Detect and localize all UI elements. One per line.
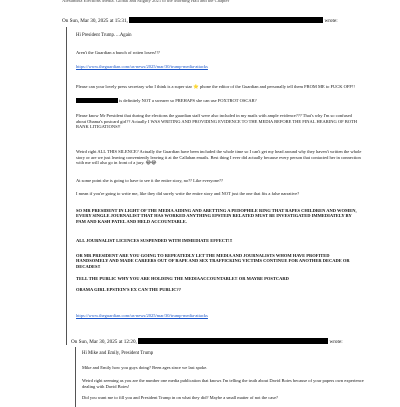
greeting-1: Hi President Trump….Again bbox=[76, 33, 132, 38]
link-guardian-2[interactable]: https://www.theguardian.com/us-news/2025/mar/30/trump-media-attacks bbox=[76, 313, 208, 318]
message-1-wrote: wrote: bbox=[324, 18, 338, 24]
message-2-paragraph-3: Did you want me to fill you and President Trump in on what they did? Maybe a small matter of not the case? bbox=[82, 395, 278, 400]
quote-bar-2 bbox=[75, 347, 76, 407]
bold-paragraph-3: OR MR PRESIDENT ARE YOU GOING TO REPEATEDLY LET THE MEDIA AND JOURNALISTS WHOM HAVE PROFITED HANDSOMELY AND MADE CAREERS OUT OF RAPE AND SEX TRAFFICKING VICTIMS CONTINUE FOR ANOTHER DECADE OR DECADES!! bbox=[76, 253, 350, 269]
message-1-date: On Sun, Mar 30, 2025 at 15:31, bbox=[62, 18, 128, 24]
greeting-2: Hi Mike and Emily, President Trump bbox=[82, 351, 154, 356]
link-guardian-1[interactable]: https://www.theguardian.com/us-news/2025/mar/30/trump-media-attacks bbox=[76, 64, 208, 69]
message-2-wrote: wrote: bbox=[329, 339, 343, 345]
laughing-emoji-icon: 😂😂 bbox=[145, 161, 157, 167]
bold-paragraph-1: SO MR PRESIDENT IN LIGHT OF THE MEDIA AIDING AND ABETTING A PEDOPHILE RING THAT RAPES CHILDREN AND WOMEN, EVERY SINGLE JOURNALIST THAT HAS WORKED ANYTHING EPSTEIN RELATED MUST BE INVESTIGATED IMMEDIATELY BY PAM AND KASH PATEL AND HELD ACCOUNTABLE. bbox=[76, 208, 357, 224]
message-1-header bbox=[62, 17, 358, 25]
paragraph-6: At some point she is going to have to see it the entire story, no?? Like everyone?? bbox=[76, 178, 224, 183]
message-2-header bbox=[71, 338, 361, 346]
message-2-paragraph-1: Mike and Emily how you guys doing? Been ages since we last spoke. bbox=[82, 365, 208, 370]
paragraph-3: is definitely NOT a swearer so PREHAPS she can use FOXTROT OSCAR? bbox=[76, 98, 362, 104]
message-2-date: On Sun, Mar 30, 2025 at 12:20, bbox=[71, 339, 137, 345]
bold-paragraph-2: ALL JOURNALIST LICENCES SUSPENDED WITH IMMEDIATE EFFECT!!! bbox=[76, 238, 233, 243]
quote-bar-1 bbox=[66, 27, 67, 345]
paragraph-7: I mean if you're going to write me, like they did surely write the entire story and NOT just the one that fits a false narrative? bbox=[76, 191, 300, 196]
star-icon: ⭐ bbox=[193, 85, 199, 90]
redacted-sender bbox=[129, 17, 323, 23]
paragraph-1: Aren't the Guardian a bunch of rotten losers!!? bbox=[76, 50, 160, 55]
paragraph-2: Please can your lovely press secretary who I think is a super star ⭐ phone the editor of the Guardian and personally tell them FROM ME to FUCK OFF!! bbox=[76, 84, 355, 90]
redacted-name bbox=[76, 98, 118, 103]
message-2-paragraph-2: Weird right seeming as you are the number one media publication that knows I'm telling the truth about David Boies because of your papers own experience dealing with David Boies! bbox=[82, 378, 364, 389]
header-line: Alexandria Elections Media. Global and Mighty 2021 to the Morning Hall and the Chapter bbox=[62, 0, 230, 3]
bold-paragraph-4b: OBAMA GIRL EPSTEIN'S EX CAN THE PUBLIC?? bbox=[76, 287, 181, 292]
paragraph-5: Weird right ALL THIS SILENCE? Actually the Guardian have been included the whole time so I can't get my head around why they haven't written the whole story or are we just leaving conveniently leaving it at the Callahan emails. Best thing I ever did actually because every person that contacted her in connection with me will also go in front of a jury. 😂😂 bbox=[76, 149, 362, 167]
bold-paragraph-4a: TELL THE PUBLIC WHY YOU ARE HOLDING THE MEDIAACCOUNTABLE!! OR MAYBE POSTCARD bbox=[76, 276, 289, 281]
redacted-sender-2 bbox=[138, 338, 328, 344]
paragraph-4: Please know Mr President that during the elections the guardian staff were also included in my mails with ample evidence??? That's why I'm so confused about Obama's postcard girl?? Actually I WAS WRITING AND PROVIDING EVIDENCE TO THE MEDIA BEFORE THE FINAL HEARING OF BOTH RANK LITIGATIONS!! bbox=[76, 113, 357, 130]
